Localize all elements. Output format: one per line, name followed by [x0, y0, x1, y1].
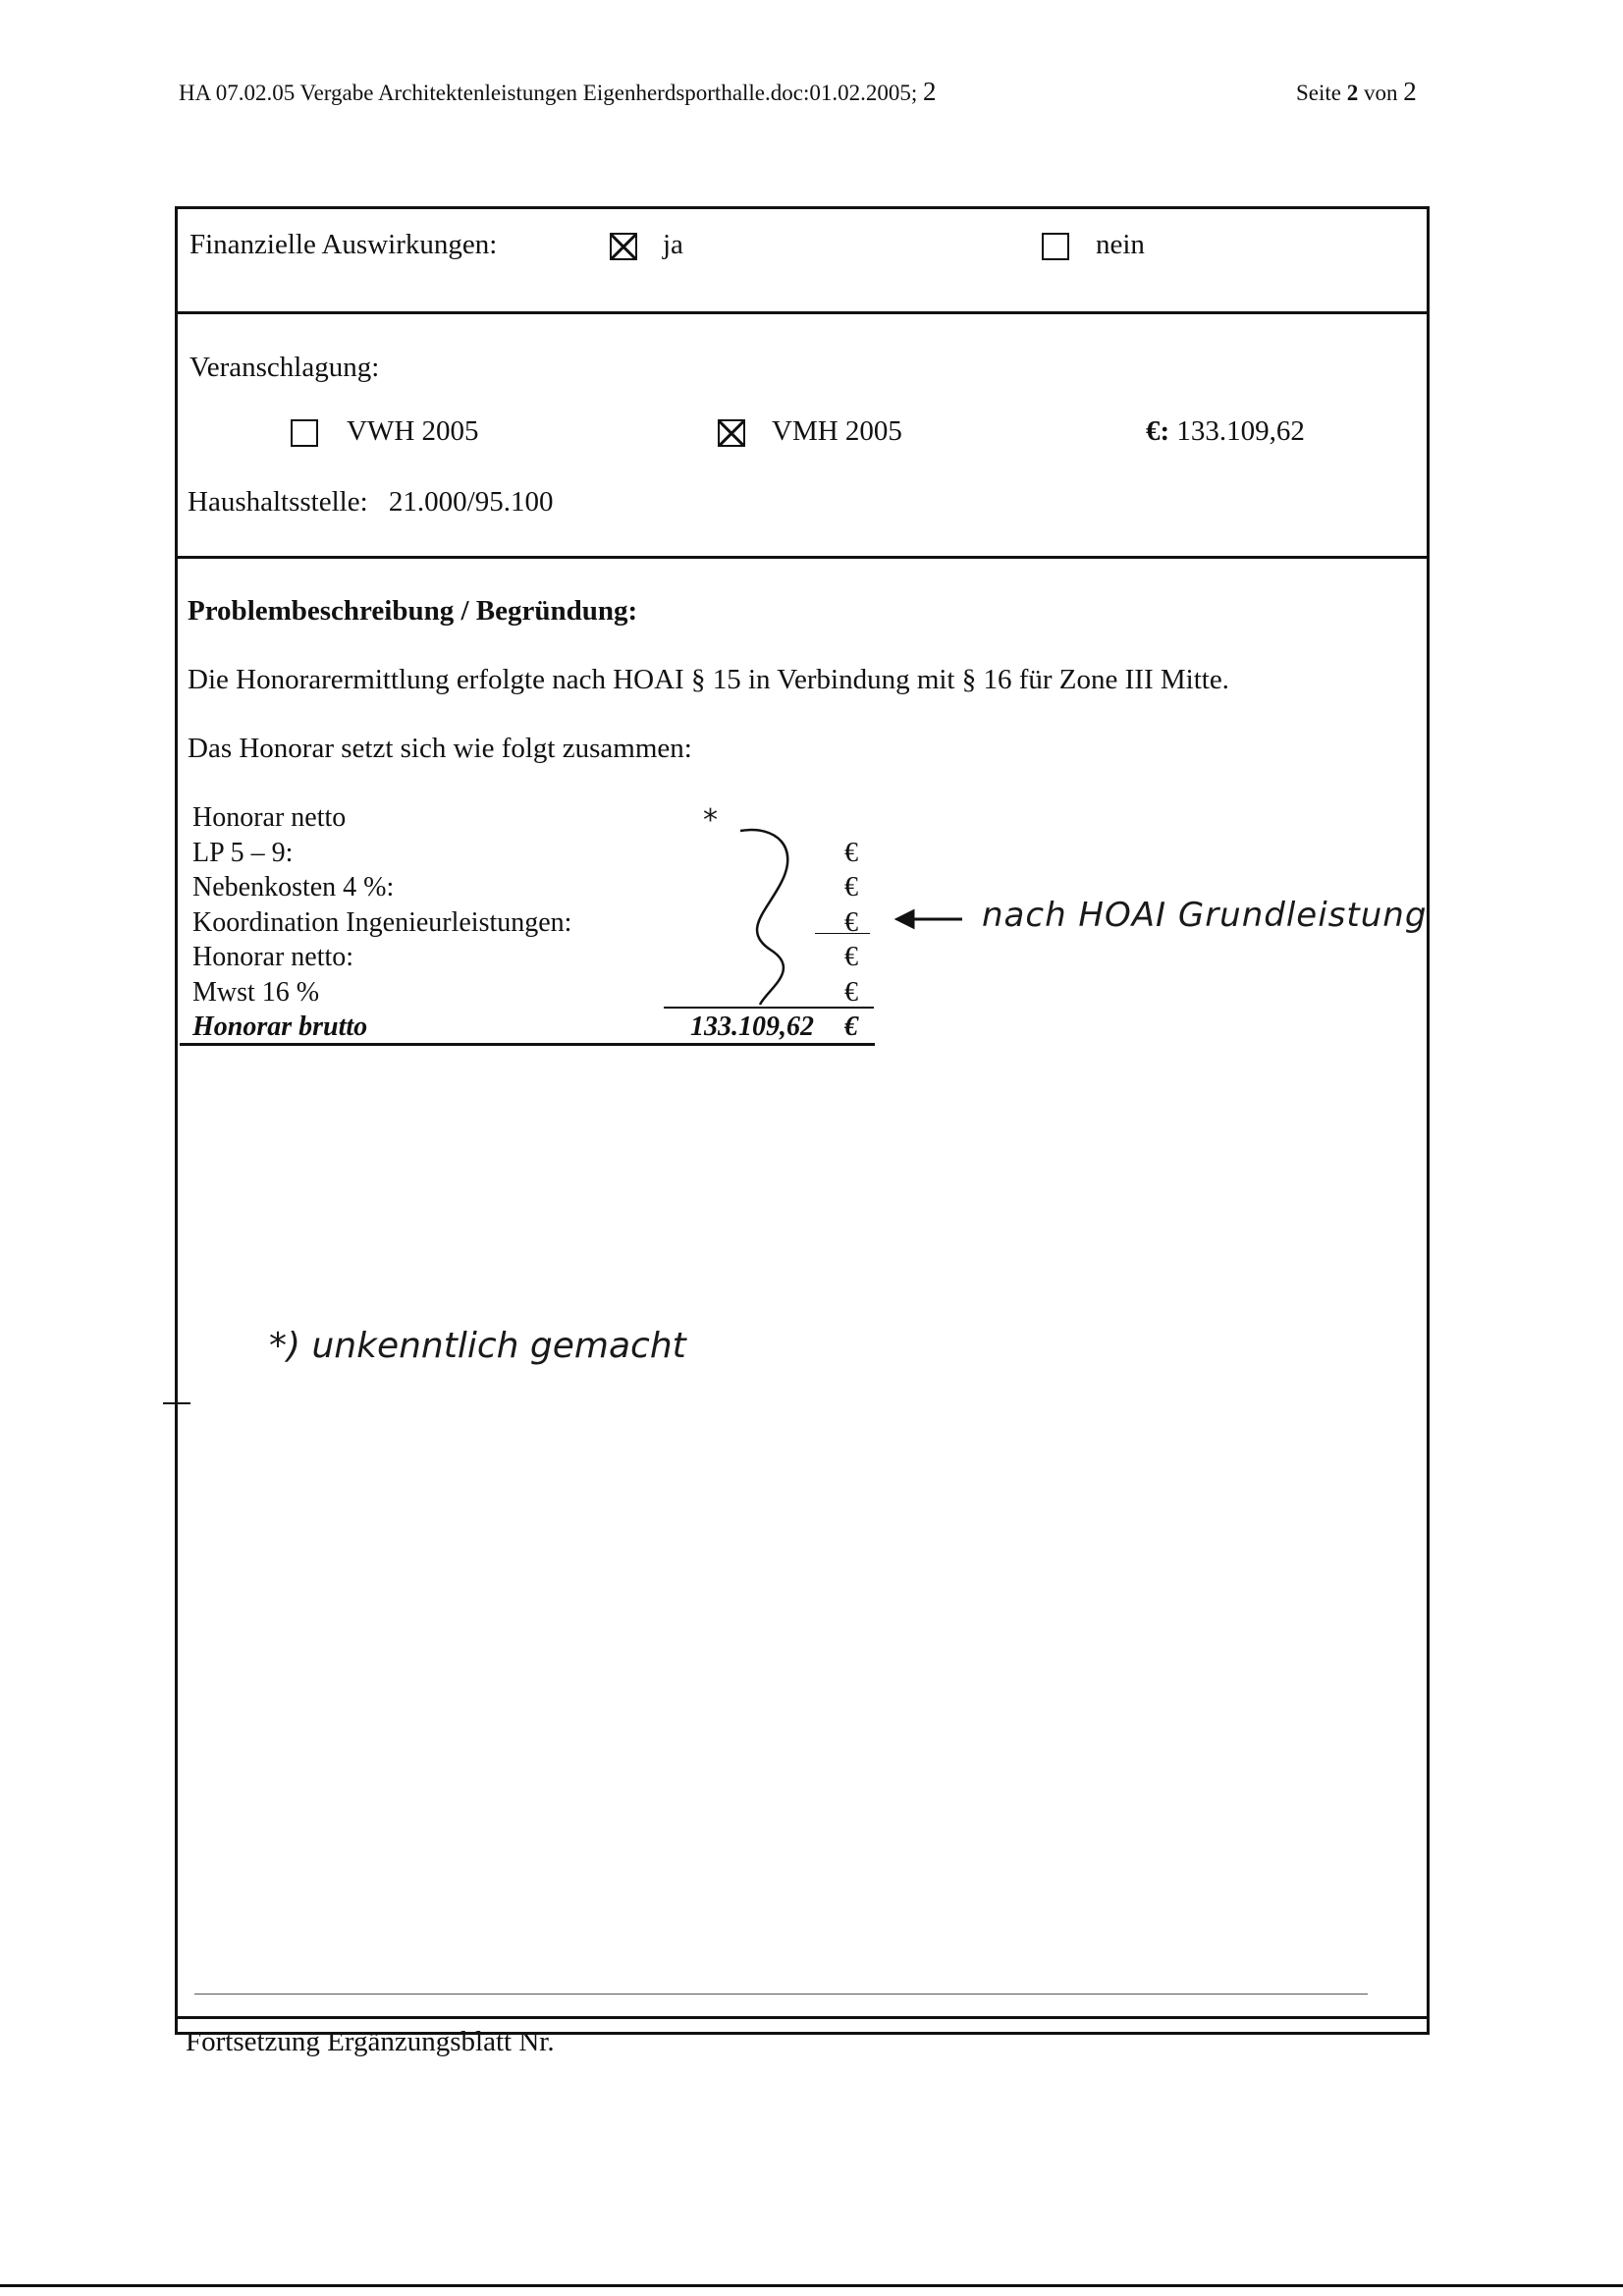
budget-item	[188, 486, 553, 519]
currency-label: €:	[1146, 415, 1170, 447]
page-indicator	[1296, 77, 1417, 107]
handwritten-margin-note: nach HOAI Grundleistung	[982, 896, 1428, 935]
fee-row-label: Mwst 16 %	[192, 976, 320, 1008]
vmh-checkbox[interactable]	[718, 419, 745, 447]
handwritten-footnote: *) unkenntlich gemacht	[269, 1326, 686, 1366]
fee-total-rule	[180, 1043, 875, 1046]
fee-row-label: Honorar netto	[192, 802, 347, 833]
continuation-label: Fortsetzung Ergänzungsblatt Nr.	[186, 2026, 555, 2057]
vwh-checkbox[interactable]	[291, 419, 318, 447]
margin-mark	[163, 1402, 190, 1404]
document-filename: HA 07.02.05 Vergabe Architektenleistungen Eigenherdsporthalle.doc:01.02.2005;	[179, 81, 918, 105]
fee-row-label: Koordination Ingenieurleistungen:	[192, 906, 572, 938]
vmh-label: VMH 2005	[772, 415, 902, 447]
handwritten-brace-icon	[723, 823, 811, 1010]
page-total: 2	[1403, 77, 1417, 106]
section-divider	[178, 556, 1427, 559]
handwritten-asterisk: *	[703, 803, 718, 838]
financial-no-checkbox[interactable]	[1042, 233, 1069, 260]
fee-row-currency: €	[844, 906, 858, 938]
page-of-label: von	[1364, 81, 1398, 105]
fee-total-value: 133.109,62	[690, 1011, 814, 1042]
handwritten-arrow-icon	[892, 905, 965, 935]
page-current: 2	[1346, 81, 1359, 105]
budget-label: Veranschlagung:	[189, 352, 380, 383]
fee-total-currency: €	[844, 1011, 858, 1042]
scan-edge-line	[0, 2284, 1623, 2287]
financial-no-label: nein	[1096, 229, 1145, 260]
footer-divider	[178, 2016, 1427, 2019]
financial-yes-label: ja	[663, 229, 683, 260]
faint-rule	[194, 1994, 1368, 1995]
fee-row-currency: €	[844, 976, 858, 1008]
problem-sentence-2: Das Honorar setzt sich wie folgt zusammen:	[188, 733, 692, 764]
fee-row-currency: €	[844, 942, 858, 972]
section-divider	[178, 311, 1427, 314]
document-page-number: 2	[923, 77, 937, 106]
financial-impact-label: Finanzielle Auswirkungen:	[189, 229, 498, 260]
fee-row-label: Nebenkosten 4 %:	[192, 872, 395, 902]
fee-row-label: Honorar netto:	[192, 942, 354, 972]
problem-heading: Problembeschreibung / Begründung:	[188, 595, 638, 627]
fee-row-label: LP 5 – 9:	[192, 837, 294, 868]
budget-amount-value: 133.109,62	[1176, 415, 1305, 447]
financial-yes-checkbox[interactable]	[610, 233, 637, 260]
document-reference	[179, 77, 937, 107]
fee-total-label: Honorar brutto	[192, 1011, 368, 1042]
budget-item-value: 21.000/95.100	[388, 486, 554, 518]
fee-underline-koordination	[815, 933, 870, 934]
page-label: Seite	[1296, 81, 1341, 105]
budget-amount	[1146, 415, 1305, 448]
problem-sentence-1: Die Honorarermittlung erfolgte nach HOAI § 15 in Verbindung mit § 16 für Zone III Mitte.	[188, 664, 1229, 695]
form-frame	[175, 206, 1430, 2057]
fee-row-currency: €	[844, 872, 858, 902]
budget-item-label: Haushaltsstelle:	[188, 486, 368, 518]
fee-row-currency: €	[844, 837, 858, 868]
vwh-label: VWH 2005	[347, 415, 479, 447]
